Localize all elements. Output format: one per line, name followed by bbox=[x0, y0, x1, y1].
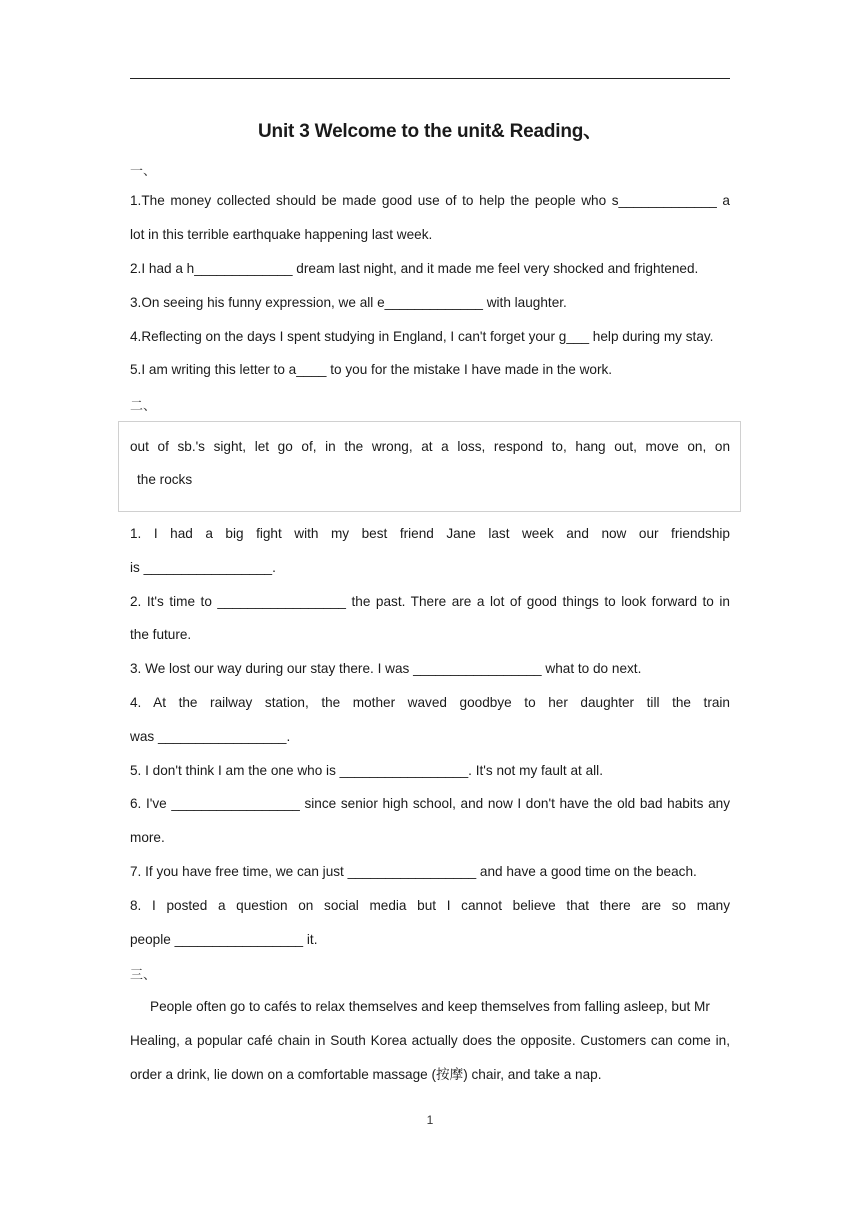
exercise-2-q6-line1: 6. I've _________________ since senior high school, and now I don't have the old bad habits any bbox=[130, 796, 730, 811]
exercise-2-q3: 3. We lost our way during our stay there. I was _________________ what to do next. bbox=[130, 661, 642, 676]
reading-para-line3: order a drink, lie down on a comfortable massage (按摩) chair, and take a nap. bbox=[130, 1067, 602, 1082]
exercise-2-q4-line2: was _________________. bbox=[130, 729, 291, 744]
exercise-2-q6-line2: more. bbox=[130, 830, 165, 845]
exercise-2-q1-line2: is _________________. bbox=[130, 560, 276, 575]
exercise-2-q2-line1: 2. It's time to _________________ the past. There are a lot of good things to look forward to in bbox=[130, 594, 730, 609]
exercise-1-q1-line2: lot in this terrible earthquake happening last week. bbox=[130, 227, 433, 242]
exercise-2-q4-line1: 4. At the railway station, the mother waved goodbye to her daughter till the train bbox=[130, 695, 730, 710]
exercise-1-q2: 2.I had a h_____________ dream last night, and it made me feel very shocked and frightened. bbox=[130, 261, 699, 276]
section-1-heading: 一、 bbox=[130, 163, 157, 178]
word-bank-line1: out of sb.'s sight, let go of, in the wrong, at a loss, respond to, hang out, move on, on bbox=[130, 439, 730, 454]
reading-para-line2: Healing, a popular café chain in South Korea actually does the opposite. Customers can come in, bbox=[130, 1033, 730, 1048]
exercise-1-q1-line1: 1.The money collected should be made good use of to help the people who s_____________ a bbox=[130, 193, 730, 208]
word-bank-line2: the rocks bbox=[137, 472, 193, 487]
word-bank-box bbox=[118, 421, 741, 512]
exercise-1-q3: 3.On seeing his funny expression, we all e_____________ with laughter. bbox=[130, 295, 567, 310]
header-rule bbox=[130, 78, 730, 79]
page-title: Unit 3 Welcome to the unit& Reading、 bbox=[258, 121, 602, 142]
page-number: 1 bbox=[426, 1113, 434, 1127]
section-2-heading: 二、 bbox=[130, 398, 157, 413]
exercise-2-q5: 5. I don't think I am the one who is _________________. It's not my fault at all. bbox=[130, 763, 603, 778]
exercise-2-q1-line1: 1. I had a big fight with my best friend Jane last week and now our friendship bbox=[130, 526, 730, 541]
exercise-1-q4: 4.Reflecting on the days I spent studying in England, I can't forget your g___ help during my stay. bbox=[130, 329, 714, 344]
exercise-2-q8-line2: people _________________ it. bbox=[130, 932, 318, 947]
exercise-2-q2-line2: the future. bbox=[130, 627, 192, 642]
exercise-2-q7: 7. If you have free time, we can just _________________ and have a good time on the beach. bbox=[130, 864, 697, 879]
reading-para-line1: People often go to cafés to relax themselves and keep themselves from falling asleep, but Mr bbox=[150, 999, 710, 1014]
exercise-2-q8-line1: 8. I posted a question on social media but I cannot believe that there are so many bbox=[130, 898, 730, 913]
section-3-heading: 三、 bbox=[130, 967, 157, 982]
exercise-1-q5: 5.I am writing this letter to a____ to you for the mistake I have made in the work. bbox=[130, 362, 613, 377]
